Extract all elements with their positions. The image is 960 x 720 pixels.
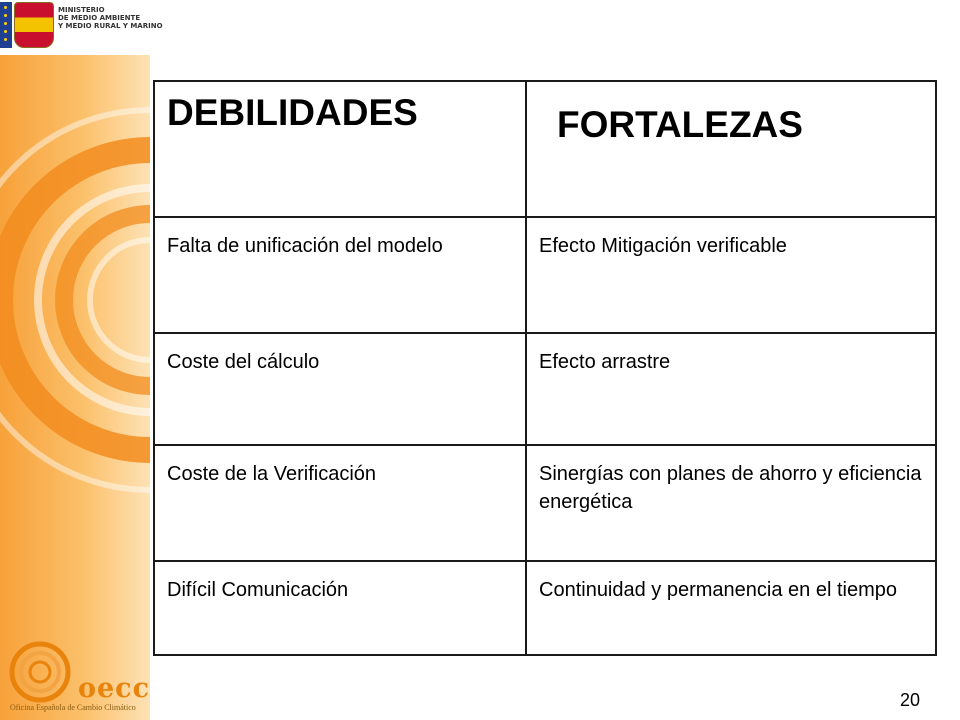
ministry-line: Y MEDIO RURAL Y MARINO xyxy=(58,22,163,30)
oecc-logo-text: oecc xyxy=(78,673,151,704)
ministry-line: DE MEDIO AMBIENTE xyxy=(58,14,141,22)
table-row xyxy=(154,217,936,333)
weakness-cell: Falta de unificación del modelo xyxy=(154,217,526,333)
weakness-cell: Coste de la Verificación xyxy=(154,445,526,561)
ministry-line: MINISTERIO xyxy=(58,6,105,14)
header-strengths: FORTALEZAS xyxy=(526,81,936,217)
eu-flag-icon xyxy=(0,2,12,48)
swot-table xyxy=(153,80,937,656)
weakness-cell: Difícil Comunicación xyxy=(154,561,526,655)
table-row xyxy=(154,333,936,445)
page-number: 20 xyxy=(899,690,920,710)
decorative-side-band xyxy=(0,0,163,720)
oecc-logo-caption: Oficina Española de Cambio Climático xyxy=(10,703,136,712)
strength-cell: Efecto arrastre xyxy=(526,333,936,445)
oecc-swirl-logo-icon xyxy=(6,639,86,709)
table-row xyxy=(154,561,936,655)
strength-cell: Continuidad y permanencia en el tiempo xyxy=(526,561,936,655)
table-header-row xyxy=(154,81,936,217)
strength-cell: Efecto Mitigación verificable xyxy=(526,217,936,333)
header-logo-strip xyxy=(0,0,163,55)
coat-of-arms-icon xyxy=(14,2,54,48)
ministry-name xyxy=(58,6,163,30)
header-weaknesses: DEBILIDADES xyxy=(154,81,526,217)
strength-cell: Sinergías con planes de ahorro y eficiencia energética xyxy=(526,445,936,561)
weakness-cell: Coste del cálculo xyxy=(154,333,526,445)
table-row xyxy=(154,445,936,561)
